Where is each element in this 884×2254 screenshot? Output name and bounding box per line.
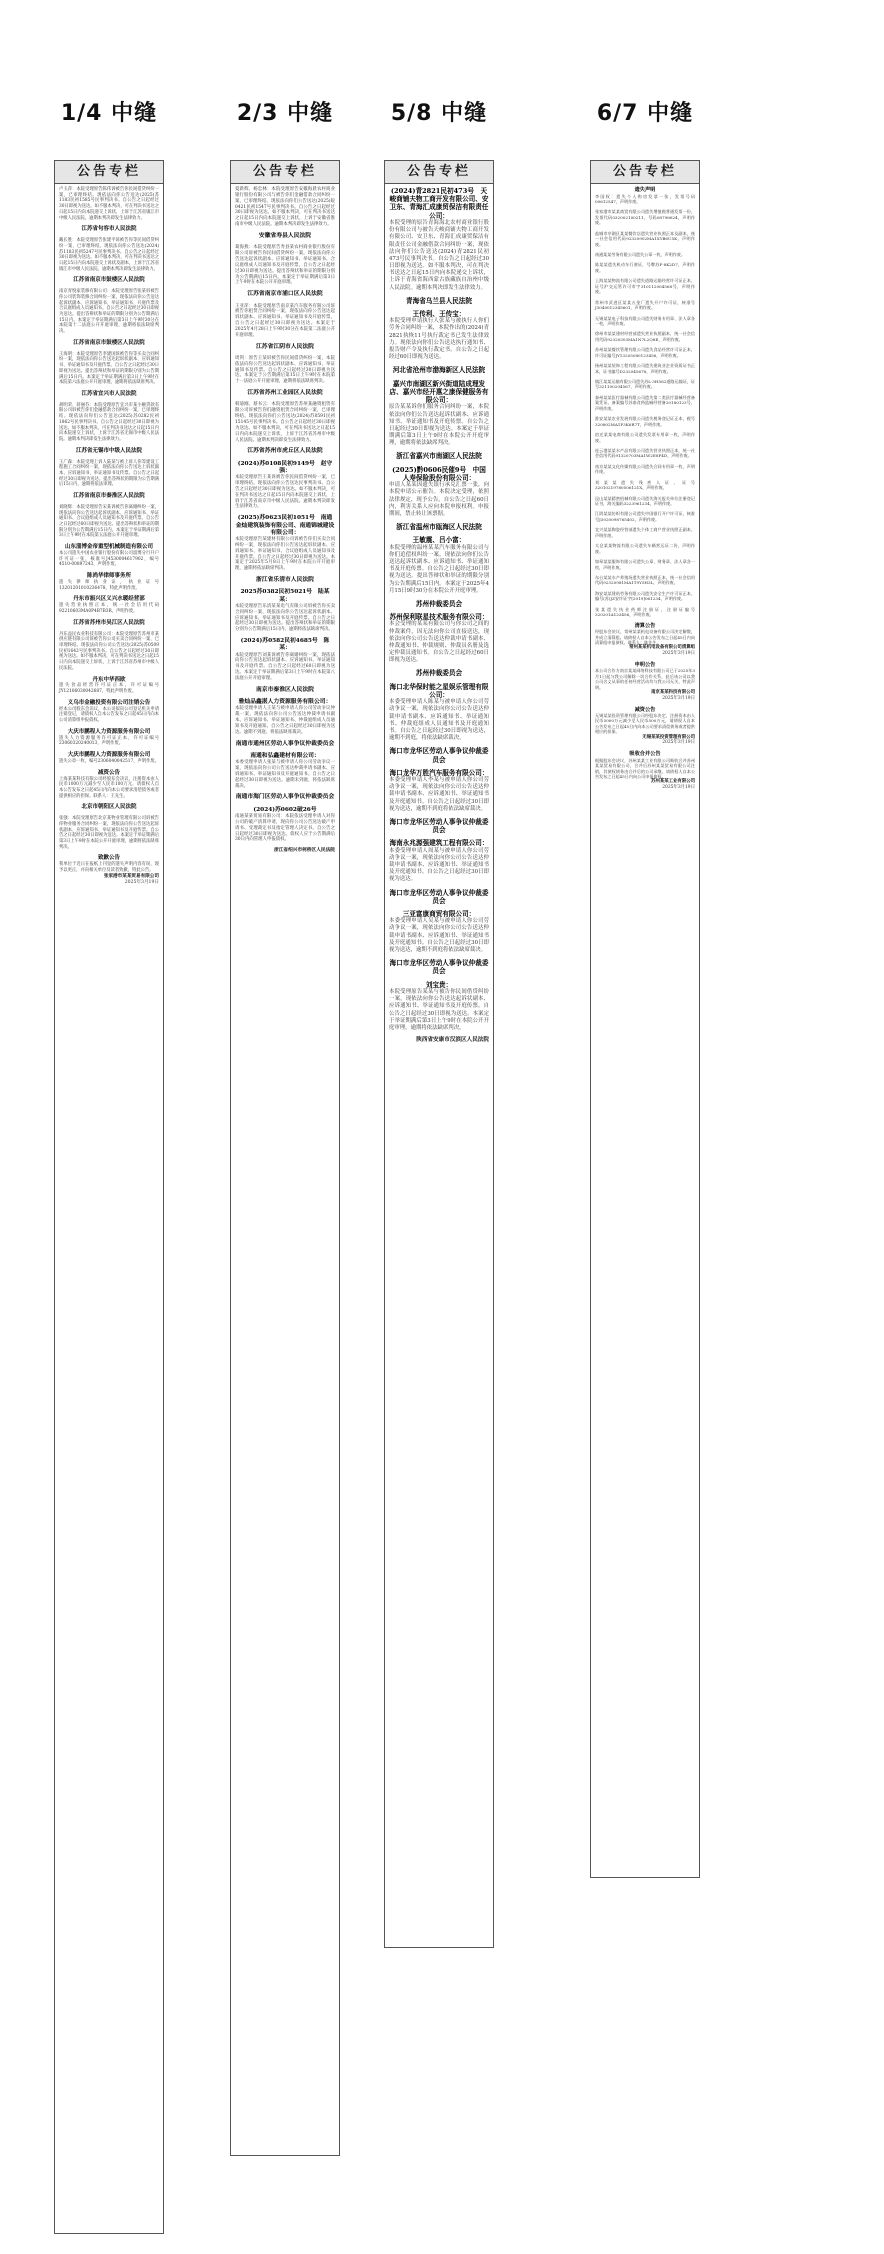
- notice-date: 2025年3月19日: [662, 695, 695, 701]
- notice-signature: 南京某某科技有限公司: [651, 690, 695, 696]
- notice: [389, 1037, 489, 1044]
- notice-title: 安徽省寿县人民法院: [258, 233, 312, 240]
- notice: [59, 403, 159, 443]
- notice: [59, 729, 159, 747]
- notice-title: 海口北华保时能之星娱乐管理有限公司：: [389, 682, 489, 699]
- notice: [595, 316, 695, 327]
- notice-text: 无锡某某投资管理有限公司经股东决定，注册资本由人民币5000万元减少至人民币500万元，请债权人自本公告发布之日起45日内向本公司要求清偿债务或者提供相应的担保。: [595, 713, 695, 735]
- notice-text: 原告某某诉你们服务合同纠纷一案，本院依法向你们公告送达起诉状副本、应诉通知书、举证通知书及开庭传票。自公告之日起经过30日即视为送达。本案定于举证期满后第3日上午9时在本院公开开庭审理，逾期将依法缺席判决。: [389, 404, 489, 447]
- notice-title: 海南永兆源强建筑工程有限公司：: [389, 839, 489, 848]
- notice-text: 南京青悦家装修有限公司：本院受理原告张某诉被告你公司装饰装修合同纠纷一案，现依法向你公告送达起诉状副本、应诉通知书、举证通知书、开庭传票及合议庭组成人员通知书。自公告之日起经过30日即视为送达。提出答辩状和举证的期限分别为公告期满后15日内。本案定于举证期满后第3日上午9时30分在本院第十二法庭公开开庭审理，逾期将依法缺席判决。: [59, 289, 159, 335]
- notice: [59, 493, 159, 500]
- notice-title: 苏州仲裁委员会: [415, 599, 463, 608]
- notice: [595, 559, 695, 570]
- notice: [389, 187, 489, 292]
- notice-text: 南通某某贸易有限公司：本院依法受理申请人对你公司的破产清算申请，现向你公司公告送达破产申请书、受理裁定书及指定管理人决定书。自公告之日起经过30日即视为送达。债权人应于公告期满后30日内向管理人申报债权。: [235, 813, 335, 843]
- notice-date: 2025年3月19日: [662, 651, 695, 657]
- column-body: [385, 184, 493, 1052]
- notice: [59, 289, 159, 335]
- notice: [595, 464, 695, 475]
- notice: [595, 252, 695, 257]
- notice: [389, 297, 489, 305]
- notice-text: 太仓某某物流有限公司遗失车辆营运证二份，声明作废。: [595, 543, 695, 554]
- notice-text: 戴长胜：本院受理原告张建平诉被告你等民间借贷纠纷一案，已审理终结。现依法向你公告送达(2024)苏1183民初5247号民事判决书。自公告之日起经过30日即视为送达。如不服本判决，可在判决书送达之日起15日内向本院递交上诉状及副本，上诉于江苏省镇江市中级人民法院。逾期本判决即发生法律效力。: [59, 238, 159, 272]
- notice-date: 2025年3月19日: [124, 879, 159, 885]
- notice-signature: 常州某某机电设备有限公司清算组: [629, 645, 695, 651]
- notice-title: 浙江省嘉兴市南湖区人民法院: [396, 452, 482, 461]
- notice-text: 丹东益民农业科技有限公司：本院受理原告苏州市某供应链有限公司诉被告你公司买卖合同纠纷一案，已审理终结。现依法向你公司公告送达(2025)苏0509民初1642号民事判决书。自公告之日起经过30日即视为送达。如不服本判决，可在判决书送达之日起15日内向本院递交上诉状，上诉于江苏省苏州市中级人民法院。: [59, 631, 159, 671]
- notice-title: 江苏省南京市鼓楼区人民法院: [73, 339, 145, 346]
- notice: [389, 380, 489, 448]
- notice-text: 周剑：原告王某诉被告你民间借贷纠纷一案，本院依法向你公告送达起诉状副本、应诉通知书、举证通知书及传票。自公告之日起经过30日即视为送达。本案定于公告期满后第15日上午9时在本院第十一法庭公开开庭审理，逾期将依法缺席判决。: [235, 355, 335, 385]
- notice-text: 如皋某某服饰有限公司遗失公章、财务章、法人章各一枚，声明作废。: [595, 559, 695, 570]
- notice: [389, 452, 489, 460]
- notice-title: 2025苏0382民初5021号 陆某某：: [240, 589, 330, 603]
- notice-title: 嘉兴市南湖区新兴街道陆成理发店、嘉兴市经开惠之康保健服务有限公司：: [389, 379, 489, 405]
- notice: [595, 591, 695, 602]
- notice-title: 江苏省苏州工业园区人民法院: [247, 390, 323, 397]
- notice: [59, 448, 159, 455]
- notice-title: 南通市海门区劳动人事争议仲裁委员会: [235, 794, 335, 801]
- notice-text: 王海明：本院受理原告李建国诉被告你等买卖合同纠纷一案，现依法向你公告送达起诉状副本、应诉通知书、举证通知书及开庭传票。自公告之日起经过30日即视为送达。提出答辩状和举证的期限分别为公告期满后15日内。本案定于举证期满后第3日上午9时在本院第六法庭公开开庭审理，逾期将依法缺席判决。: [59, 351, 159, 386]
- notice: [59, 238, 159, 272]
- notice-title: 三亚富康商贸有限公司：: [402, 910, 476, 919]
- notice: [595, 300, 695, 311]
- notice-title: 大庆市鹏程人力资源服务有限公司: [67, 752, 151, 759]
- notice: [235, 344, 335, 351]
- notice-title: 丹东市振兴区义兴水暖经营部: [73, 596, 145, 603]
- notice-text: 遗失食品经营许可证正本，许可证编号JY12106030042687，特此声明作废。: [59, 683, 159, 695]
- notice: [389, 769, 489, 813]
- notice: [59, 340, 159, 347]
- column-header: 公告专栏: [55, 161, 163, 184]
- notice: [389, 839, 489, 883]
- notice: [595, 363, 695, 374]
- notice: [595, 331, 695, 342]
- notice-text: 本院受理原告乐清某某电气有限公司诉被告你买卖合同纠纷一案，现依法向你公告送达起诉状副本、应诉通知书、举证通知书及开庭传票。自公告之日起经过30日即视为送达。提出答辩状和举证的期限分别为公告期满后15日内，逾期将依法缺席判决。: [235, 603, 335, 633]
- notice-title: 江苏省江阴市人民法院: [256, 343, 314, 350]
- notice: [595, 231, 695, 247]
- notice: [59, 632, 159, 672]
- notice: [235, 187, 335, 228]
- notice-text: 遗失公章一枚，编号2306040042517，声明作废。: [59, 758, 159, 764]
- notice: [235, 233, 335, 240]
- notice: [595, 262, 695, 273]
- notice-text: 夏新辉、杨忠林：本院受理原告安徽海晨农村商业银行股份有限公司与被告你们金融借款合同纠纷一案，已审理终结。现依法向你们公告送达(2025)皖0421民初1547号民事判决书。自公告之日起经过30日即视为送达。如不服本判决，可在判决书送达之日起15日内向本院递交上诉状，上诉于安徽省淮南市中级人民法院。逾期本判决即发生法律效力。: [235, 187, 335, 228]
- notice-title: 减资公告: [97, 769, 120, 776]
- notice: [389, 889, 489, 905]
- notice-title: (2024)苏0602破26号: [253, 806, 317, 813]
- notice-title: 海口市龙华区劳动人事争议仲裁委员会: [389, 747, 489, 764]
- notice: [595, 511, 695, 522]
- notice: [235, 741, 335, 748]
- notice-title: 王敏震、吕小富：: [412, 536, 466, 545]
- notice-text: 本委受理申请人周某与被申请人你公司劳动争议一案，现依法向你公司公告送达仲裁申请书副本、应诉通知书、举证通知书及开庭通知书。自公告之日起经过30日即视为送达。: [389, 847, 489, 883]
- notice-title: 大庆市鹏程人力资源服务有限公司: [67, 728, 151, 735]
- notice-title: 苏州保利联星技术服务有限公司：: [389, 613, 489, 622]
- notice: [595, 209, 695, 225]
- notice-title: (2024)苏0108民初9149号 赵守强：: [237, 460, 333, 474]
- notice: [59, 752, 159, 765]
- notice-text: 宜兴某某陶瓷经营部遗失个体工商户营业执照正副本，声明作废。: [595, 527, 695, 538]
- notice-text: 本委受理申请人李某与被申请人你公司劳动争议一案，现依法向你公司公告送达仲裁申请书副本、应诉通知书、举证通知书及开庭通知书。自公告之日起经过30日即视为送达，逾期不到庭将依法缺席裁决。: [389, 777, 489, 812]
- notice: [595, 379, 695, 390]
- notice-text: 本公司遗失中国农业银行股份有限公司淄博分行开户许可证一张，核准号J4530004617902，编号4510-00897243，声明作废。: [59, 551, 159, 568]
- announcement-column-2-3: [230, 160, 340, 2156]
- layout-label-5-8: 5/8 中缝: [390, 101, 488, 126]
- notice-text: 本院受理的温州某某汽车服务有限公司与你们追偿权纠纷一案，现依法向你们公告送达起诉状副本、应诉通知书、举证通知书及开庭传票。自公告之日起经过30日即视为送达。提出答辩状和举证的期限分别为公告期满后15日内。本案定于2025年4月15日9时30分在本院公开开庭审理。: [389, 544, 489, 594]
- column-header: 公告专栏: [591, 161, 699, 184]
- notice-title: 江苏省南京市浦口区人民法院: [247, 291, 323, 298]
- notice-title: 申明公告: [634, 661, 656, 668]
- notice-text: 宿迁某某电商有限公司遗失发票专用章一枚，声明作废。: [595, 432, 695, 443]
- notice: [595, 187, 695, 204]
- notice-title: 王传利、王传宝：: [412, 310, 466, 319]
- notice-text: 无锡某某电子科技有限公司遗失财务专用章、法人章各一枚，声明作废。: [595, 315, 695, 326]
- notice: [59, 187, 159, 221]
- notice: [235, 589, 335, 633]
- notice-signature: 浙江省绍兴市柯桥区人民法院: [274, 848, 335, 854]
- notice: [59, 391, 159, 398]
- notice-text: 江阴某某纺织有限公司遗失中国银行开户许可证，核准号J3020098765402，声明作废。: [595, 511, 695, 522]
- notice: [389, 818, 489, 834]
- notice-text: 本院受理原告王某诉被告你民间借贷纠纷一案，已审理终结。现依法向你公告送达民事判决书。自公告之日起经过30日即视为送达。如不服本判决，可在判决书送达之日起15日内向本院递交上诉状，上诉于江苏省南京市中级人民法院。逾期本判决即发生法律效力。: [235, 475, 335, 510]
- notice-title: 青海省乌兰县人民法院: [406, 296, 472, 305]
- notice-title: 苏州仲裁委员会: [415, 669, 463, 678]
- notice: [389, 536, 489, 595]
- notice: [235, 699, 335, 736]
- notice: [595, 480, 695, 491]
- notice-text: 经股东会决议，常州某某机电设备有限公司决定解散，并成立清算组。请债权人自本公告发布之日起45日内向清算组申报债权。联系人：陈先生。: [595, 629, 695, 645]
- notice-text: 遗失律师执业证，执业证号13201201010236478，特此声明作废。: [59, 580, 159, 591]
- notice-signature: 陕西省安康市汉滨区人民法院: [416, 1037, 489, 1044]
- notice: [389, 523, 489, 531]
- notice-title: (2024)苏0582民初4685号 陈某：: [240, 638, 330, 652]
- column-header: 公告专栏: [231, 161, 339, 184]
- notice: [235, 448, 335, 455]
- announcement-column-5-8: [384, 160, 494, 1948]
- notice-title: 陈尚华律师事务所: [86, 573, 131, 580]
- notice-text: 韩迪刚、蔡书云：本院受理原告苏州某融资租赁有限公司诉被告你们融资租赁合同纠纷一案，已审理终结。现依法向你们公告送达(2024)苏0591民初15145号民事判决书。自公告之日起经过30日即视为送达。如不服本判决，可在判决书送达之日起15日内向本院递交上诉状，上诉于江苏省苏州市中级人民法院。逾期本判决即发生法律效力。: [235, 402, 335, 443]
- notice: [59, 620, 159, 627]
- notice-title: 海口市龙华区劳动人事争议仲裁委员会: [389, 959, 489, 976]
- notice: [235, 402, 335, 443]
- notice-text: 张家港市某某商贸有限公司遗失增值税普通发票一份，发票代码032002100211，号码08796624，声明作废。: [595, 209, 695, 226]
- notice-text: 海安某某建筑劳务有限公司遗失安全生产许可证正本，编号(苏)JZ安许证字[2019]061234，声明作废。: [595, 590, 695, 602]
- notice-text: 本院受理申请人王某与被申请人你公司劳动争议仲裁一案，现依法向你公司公告送达仲裁申请书副本、应诉通知书、举证通知书、仲裁庭组成人员通知书及开庭通知。自公告之日起经过30日即视为送达。逾期不到庭，将依法缺席裁决。: [235, 706, 335, 735]
- notice: [595, 432, 695, 443]
- notice-signature: 无锡某某投资管理有限公司: [642, 734, 695, 740]
- notice-title: 江苏省苏州市吴江区人民法院: [73, 619, 145, 626]
- notice: [59, 770, 159, 800]
- notice-text: 南通某某劳务有限公司遗失公章一枚，声明作废。: [595, 252, 686, 257]
- notice-title: 江苏省无锡市中级人民法院: [75, 447, 142, 454]
- notice: [595, 707, 695, 747]
- notice: [235, 356, 335, 385]
- notice-text: 常州市武进区某某五金厂遗失开户许可证，核准号J3040012345601，声明作废。: [595, 299, 695, 311]
- notice-title: 南通市通州区劳动人事争议仲裁委员会: [235, 740, 335, 747]
- notice: [389, 310, 489, 361]
- notice: [59, 573, 159, 591]
- notice: [59, 277, 159, 284]
- notice-text: 卢玉萍：本院受理原告陈伟诉被告你民间借贷纠纷一案，已审理终结。现依法向你公告送达(2025)苏1183民初1585号民事判决书。自公告之日起经过30日即视为送达。如不服本判决，可在判决书送达之日起15日内向本院递交上诉状，上诉于江苏省镇江市中级人民法院。逾期本判决即发生法律效力。: [59, 187, 159, 221]
- layout-label-2-3: 2/3 中缝: [236, 101, 334, 126]
- notice-title: 遗失声明: [634, 187, 656, 193]
- notice-text: 王亚萍：本院受理原告南京某汽车服务有限公司诉被告你租赁合同纠纷一案，现依法向你公告送达起诉状副本、应诉通知书、举证通知书及开庭传票。自公告之日起经过30日即视为送达。本案定于2025年4月28日上午9时30分在本院第二法庭公开开庭审理。: [235, 303, 335, 338]
- notice-text: 葛海燕：本院受理原告寿县某农村商业银行股份有限公司诉被告你民间借贷纠纷一案，现依法向你公告送达起诉状副本、应诉通知书、举证通知书、合议庭组成人员通知书及开庭传票。自公告之日起经过30日即视为送达。提出答辩状和举证的期限分别为公告期满后15日内。本案定于举证期满后第3日上午9时在本院公开开庭审理。: [235, 245, 335, 286]
- notice: [235, 638, 335, 682]
- notice-text: 遗失营业执照正本，统一社会信用代码92210603MA0P4B7B3R，声明作废。: [59, 603, 159, 615]
- notice: [235, 848, 335, 854]
- notice: [59, 226, 159, 233]
- notice: [235, 794, 335, 801]
- notice-title: 河北省沧州市渤海新区人民法院: [392, 366, 486, 375]
- notice: [595, 347, 695, 358]
- notice-text: 本委受理申请人陈某与被申请人你公司劳动争议一案，现依法向你公司公告送达仲裁申请书副本、应诉通知书、举证通知书、仲裁庭组成人员通知书及开庭通知书。自公告之日起经过30日即视为送达，逾期不到庭，将依法缺席裁决。: [389, 699, 489, 742]
- notice-title: 义乌市金融投资有限公司注销公告: [67, 699, 151, 706]
- notice: [59, 505, 159, 539]
- notice: [235, 807, 335, 844]
- announcement-column-6-7: [590, 160, 700, 1878]
- notice-text: 本院受理原告刘某诉被告你离婚纠纷一案，现依法向你公告送达起诉状副本、应诉通知书、举证通知书及开庭传票。自公告之日起经过60日即视为送达。本案定于举证期满后第3日上午9时在本院第八法庭公开开庭审理。: [235, 652, 335, 682]
- notice-text: 本院受理原告某建材有限公司诉被告你们买卖合同纠纷一案，现依法向你们公告送达起诉状副本、应诉通知书、举证通知书、合议庭组成人员通知书及开庭传票。自公告之日起经过30日即视为送达。本案定于2025年5月8日上午9时在本院公开开庭审理，逾期将依法缺席判决。: [235, 537, 335, 572]
- notice-title: 江苏省南京市鼓楼区人民法院: [73, 277, 145, 284]
- notice: [389, 981, 489, 1032]
- column-header: 公告专栏: [385, 161, 493, 184]
- notice: [59, 804, 159, 811]
- notice-title: (2025)苏0623民初1051号 南通金灿建筑装饰有限公司、南通锦城建设有限公司：: [235, 515, 335, 536]
- notice: [59, 460, 159, 489]
- notice-text: 本会受理的某某有限公司与你公司之间的仲裁案件，因无法向你公司直接送达，现依法向你公司公告送达仲裁申请书副本、仲裁通知书、仲裁规则、仲裁员名册及选定仲裁员通知书。自公告之日起经过60日即视为送达。: [389, 621, 489, 664]
- notice: [389, 959, 489, 975]
- notice-text: 刘晓辉：本院受理原告宋某诉被告你离婚纠纷一案，现依法向你公告送达起诉状副本、应诉通知书、举证通知书、合议庭组成人员通知书及开庭传票。自公告之日起经过60日即视为送达。提出答辩状和举证的期限分别为公告期满后15日内。本案定于举证期满后第3日上午9时在本院第五法庭公开开庭审理。: [59, 504, 159, 539]
- notice-text: 上海某某物流有限公司遗失道路运输经营许可证正本，证号沪交运管许可市字310112004568号，声明作废。: [595, 278, 695, 295]
- notice-title: 江苏省宜兴市人民法院: [81, 390, 137, 397]
- notice-text: 根据股东会决议，苏州某某工业有限公司吸收合并苏州某某贸易有限公司，合并后苏州某某贸易有限公司注销，其债权债务由合并后的公司承继。请债权人自本公告发布之日起45日内向公司申报债权。: [595, 757, 695, 779]
- notice: [235, 753, 335, 790]
- notice: [595, 448, 695, 459]
- notice-title: 雅灿品鑫湛人力资源服务有限公司：: [238, 699, 332, 706]
- notice-text: 本院受理的原告青海海北农村商业银行股份有限公司与被告天峻商铺夫物工商开发有限公司、安卫东、青海汇成康贸保洁有限责任公司金融借款合同纠纷一案，现依法向你们公告送达(2024)青2821民初473号民事判决书。自公告之日起经过30日即视为送达。如不服本判决，可在判决书送达之日起15日内向本院递交上诉状，上诉于青海省海西蒙古族藏族自治州中级人民法院。逾期本判决即发生法律效力。: [389, 219, 489, 291]
- notice-title: 江苏省南京市秦淮区人民法院: [73, 493, 145, 500]
- notice-text: 本公司合作方南京某某网络科技有限公司已于2025年3月1日起与我公司解除一切合作关系，此后该公司以我公司名义从事的任何经营活动均与我公司无关，特此声明。: [595, 668, 695, 690]
- notice-date: 2025年3月19日: [662, 740, 695, 746]
- notice: [235, 245, 335, 286]
- notice-text: 昆山某某精密机械有限公司遗失海关报关单位注册登记证书，海关编码3223961234，声明作废。: [595, 495, 695, 506]
- notice: [389, 747, 489, 763]
- notice-title: 吸收合并公告: [629, 751, 661, 758]
- notice: [595, 623, 695, 657]
- notice-text: 陈某某遗失机动车行驶证，号牌苏F·8K2D7，声明作废。: [595, 262, 695, 273]
- notice-title: 南通和弘鑫建材有限公司：: [250, 752, 320, 759]
- notice-title: 江苏省苏州市虎丘区人民法院: [247, 448, 323, 455]
- notice-text: 上海某某科技有限公司经股东会决议，注册资本由人民币1000万元减少至人民币100万元，请债权人自本公告发布之日起45日内向本公司要求清偿债务或者提供相应的担保。联系人：王先生。: [59, 776, 159, 799]
- announcement-column-1-4: [54, 160, 164, 2234]
- notice-title: (2025)黔0606民催9号 中国人寿保险股份有限公司：: [392, 465, 486, 482]
- notice: [59, 596, 159, 614]
- notice: [235, 390, 335, 397]
- notice: [235, 515, 335, 572]
- notice: [595, 278, 695, 294]
- notice-text: 镇江某某运输有限公司遗失苏L·3H582道路运输证，证号321100204567，声明作废。: [595, 379, 695, 390]
- notice: [595, 751, 695, 791]
- notice-text: 东台某某水产养殖场遗失营业执照正本，统一社会信用代码92320981MA1T9Y5H3L，声明作废。: [595, 574, 695, 586]
- notice: [235, 291, 335, 298]
- notice: [595, 527, 695, 538]
- notice-title: 减资公告: [634, 706, 656, 713]
- notice-text: 苏州某某餐饮管理有限公司遗失食品经营许可证正本，许可证编号JY13205080123456，声明作废。: [595, 347, 695, 358]
- notice: [595, 543, 695, 554]
- notice: [59, 544, 159, 568]
- notice: [595, 416, 695, 427]
- notice-text: 连云港某某水产品有限公司遗失营业执照正本，统一社会信用代码91320703MA1W2E8F4D，声明作废。: [595, 447, 695, 459]
- notice-text: 本委受理申请人张某与被申请人你公司劳动争议一案，现依法向你公司公告送达仲裁申请书副本、应诉通知书、举证通知书及开庭通知书。自公告之日起经过30日即视为送达。逾期未到庭，将依法缺席裁决。: [235, 760, 335, 789]
- notice-title: 清算公告: [634, 622, 656, 629]
- notice-title: 海口市龙华区劳动人事争议仲裁委员会: [389, 888, 489, 905]
- notice: [235, 577, 335, 584]
- notice: [595, 496, 695, 507]
- notice-title: 北京市朝阳区人民法院: [81, 804, 137, 811]
- notice-title: 浙江省温州市瓯海区人民法院: [396, 523, 482, 532]
- notice-text: 盐城市亭湖区某某餐饮店遗失营业执照正本及副本，统一社会信用代码92320902MA1XYB6U5K，声明作废。: [595, 230, 695, 247]
- column-body: [231, 184, 339, 862]
- notice-text: 刘某某遗失残疾人证，证号32010219780506121X，声明作废。: [595, 479, 695, 491]
- notice-text: 扬州某某装饰工程有限公司遗失建筑业企业资质证书正本，证书编号D232045678，声明作废。: [595, 363, 695, 374]
- notice-text: 南京某某文化传媒有限公司遗失合同专用章一枚，声明作废。: [595, 463, 695, 475]
- notice: [389, 910, 489, 954]
- notice-title: (2024)青2821民初473号 天峻商铺夫物工商开发有限公司、安卫东、青海汇成康贸保洁有限责任公司：: [389, 187, 489, 220]
- notice: [389, 613, 489, 664]
- notice: [389, 683, 489, 743]
- notice-text: 徐州市某某建材经营部遗失营业执照副本，统一社会信用代码92320303MA1N7L2Q8E，声明作废。: [595, 331, 695, 342]
- notice-title: 浙江省乐清市人民法院: [256, 577, 314, 584]
- notice-text: 李国权：遗失个人购房发票一张，发票号码00612547，声明作废。: [595, 193, 695, 204]
- notice-text: 张强：本院受理原告北京某物业管理有限公司诉被告你物业服务合同纠纷一案，现依法向你公告送达起诉状副本、应诉通知书、举证通知书及开庭传票。自公告之日起经过30日即视为送达。本案定于举证期满后第3日上午9时在本院公开开庭审理，逾期将依法缺席判决。: [59, 816, 159, 850]
- notice-title: 致歉公告: [97, 855, 120, 862]
- notice-text: 淮安某某农业发展有限公司遗失税务登记证正本，税号320802MA1P3K6R7T，声明作废。: [595, 416, 695, 427]
- notice-title: 海口市龙华区劳动人事争议仲裁委员会: [389, 817, 489, 835]
- notice: [235, 461, 335, 511]
- notice-text: 泰州某某医疗器械有限公司遗失第二类医疗器械经营备案凭证，备案编号苏泰食药监械经营备20180123号，声明作废。: [595, 394, 695, 411]
- notice-title: 江苏省句容市人民法院: [81, 226, 137, 233]
- notice: [59, 700, 159, 724]
- column-body: [55, 184, 163, 894]
- notice: [389, 669, 489, 677]
- notice-text: 我单位于近日在报纸上刊登的遗失声明内容有误，现予以更正，并向相关单位及读者致歉，特此公告。: [59, 862, 159, 874]
- notice-text: 王广森：本院受理上诉人陆某与被上诉人你等建设工程施工合同纠纷一案，现依法向你公告送达上诉状副本、应诉通知书、举证通知书及传票。自公告之日起经过30日即视为送达。提出答辩状的期限为公告期满后15日内，逾期将依法审理。: [59, 459, 159, 488]
- notice-signature: 张家港市某某贸易有限公司: [103, 873, 159, 879]
- notice: [235, 304, 335, 339]
- notice-title: 刘宝贵：: [425, 980, 453, 989]
- column-body: [591, 184, 699, 799]
- notice-text: 本委受理申请人吴某与被申请人你公司劳动争议一案，现依法向你公司公告送达仲裁申请书副本、应诉通知书、举证通知书及开庭通知书。自公告之日起经过30日即视为送达，逾期不到庭将依法缺席裁决。: [389, 918, 489, 954]
- notice-text: 申请人某某因遗失银行承兑汇票一张，向本院申请公示催告。本院决定受理，依照法律规定，现予公告。自公告之日起60日内，利害关系人应向本院申报权利。申报期间，禁止转让该票据。: [389, 482, 489, 517]
- notice-text: 张某遗失执业药师注册证，注册证编号320201A123456，声明作废。: [595, 606, 695, 618]
- notice-title: 南京市秦淮区人民法院: [256, 686, 314, 693]
- notice-date: 2025年3月19日: [662, 785, 695, 791]
- notice: [235, 687, 335, 694]
- notice: [59, 816, 159, 850]
- layout-label-6-7: 6/7 中缝: [596, 101, 694, 126]
- notice: [595, 575, 695, 586]
- notice: [59, 352, 159, 386]
- layout-label-1-4: 1/4 中缝: [60, 101, 158, 126]
- notice-text: 经本公司股东会决议，本公司拟向公司登记机关申请注销登记，请债权人自本公告发布之日起45日内向本公司清算组申报债权。: [59, 706, 159, 724]
- notice-title: 丹东中华西欧: [92, 676, 126, 683]
- notice-text: 本院受理申请执行人张某与被执行人你们劳务合同纠纷一案，本院作出的(2024)青2821执恢11号执行裁定书已发生法律效力。现依法向你们公告送达执行通知书、报告财产令及执行裁定书。自公告之日起经过60日即视为送达。: [389, 318, 489, 361]
- notice-title: 海口龙华万胜汽车服务有限公司：: [389, 768, 489, 777]
- notice-text: 胡明荣、蒋丽芬：本院受理原告宜兴市某小额贷款有限公司诉被告你们金融借款合同纠纷一案，已审理终结。现依法向你们公告送达(2025)苏0282民初1862号民事判决书。自公告之日起经过30日即视为送达。如不服本判决，可在判决书送达之日起15日内向本院递交上诉状，上诉于江苏省无锡市中级人民法院。逾期本判决即发生法律效力。: [59, 402, 159, 442]
- notice-text: 遗失人力资源服务许可证正本，许可证编号23060320240013，声明作废。: [59, 735, 159, 747]
- notice-signature: 苏州某某工业有限公司: [651, 779, 695, 785]
- notice: [595, 395, 695, 411]
- notice: [59, 855, 159, 885]
- notice-title: 山东淄博金帝重型机械制造有限公司: [64, 544, 153, 551]
- notice: [595, 662, 695, 702]
- notice: [389, 600, 489, 608]
- notice: [595, 607, 695, 618]
- notice: [389, 366, 489, 374]
- notice: [59, 677, 159, 695]
- notice: [389, 466, 489, 518]
- notice-text: 本院受理原告某某与被告你民间借贷纠纷一案，现依法向你公告送达起诉状副本、应诉通知书、举证通知书及开庭传票。自公告之日起经过30日即视为送达。本案定于举证期满后第3日上午9时在本院公开开庭审理，逾期将依法缺席判决。: [389, 988, 489, 1031]
